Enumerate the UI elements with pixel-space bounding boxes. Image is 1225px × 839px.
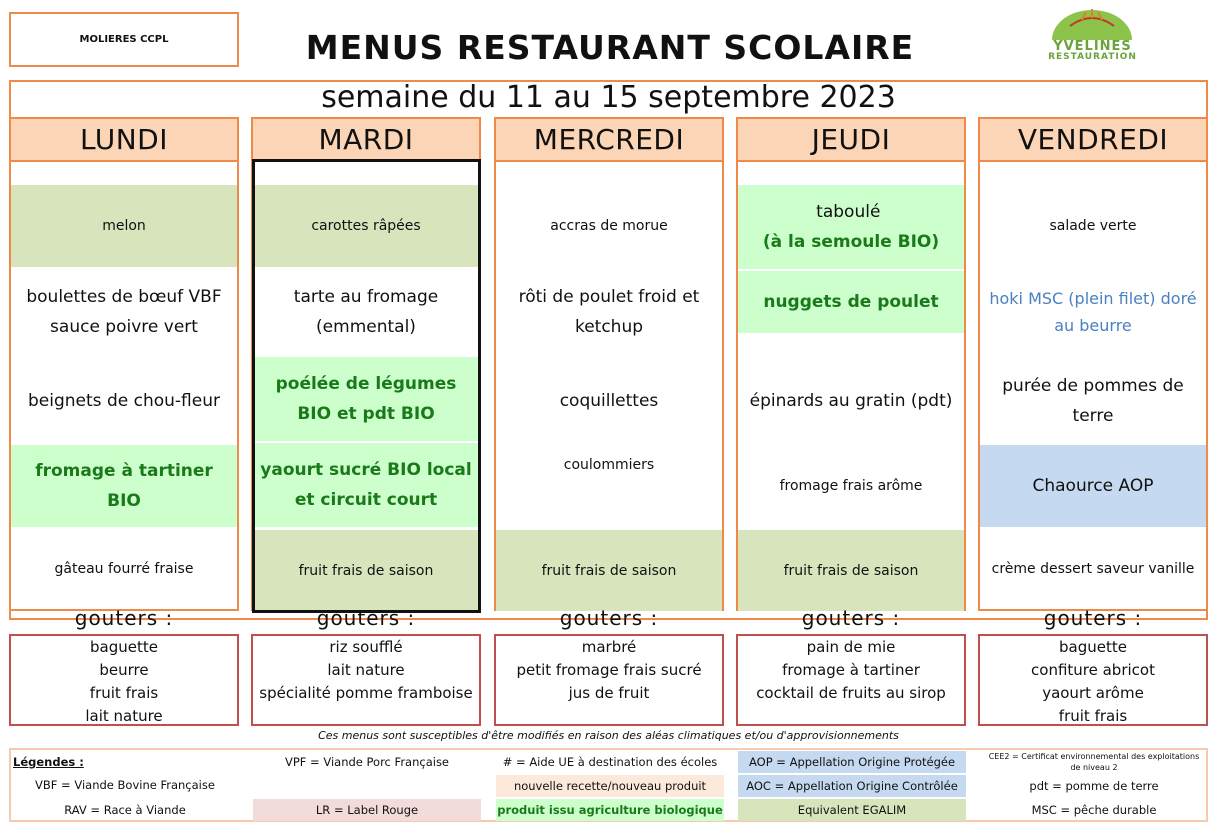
day-header: VENDREDI xyxy=(980,119,1206,162)
gouter-item: yaourt arôme xyxy=(1042,684,1144,702)
gouter-box-lundi xyxy=(9,634,239,726)
menu-dessert: fruit frais de saison xyxy=(253,530,479,611)
day-column-mardi xyxy=(251,117,481,611)
day-column-lundi xyxy=(9,117,239,611)
menu-fromage: Chaource AOP xyxy=(980,445,1206,527)
legend-box xyxy=(9,748,1208,822)
menu-entree: carottes râpées xyxy=(253,185,479,267)
menu-dessert: fruit frais de saison xyxy=(496,530,722,611)
legend-nouvelle-recette: nouvelle recette/nouveau produit xyxy=(496,775,724,797)
legend-egalim: Equivalent EGALIM xyxy=(738,799,966,821)
day-header: MERCREDI xyxy=(496,119,722,162)
menu-fromage: fromage à tartiner BIO xyxy=(11,445,237,527)
menu-plat: boulettes de bœuf VBF sauce poivre vert xyxy=(26,287,222,337)
gouters-label: gouters : xyxy=(559,606,659,630)
gouter-item: lait nature xyxy=(85,707,163,725)
logo-text xyxy=(1030,40,1155,62)
menu-accompagnement: purée de pommes de terre xyxy=(1002,376,1184,426)
menu-accompagnement: coquillettes xyxy=(559,391,659,411)
day-column-mercredi xyxy=(494,117,724,611)
day-header: JEUDI xyxy=(738,119,964,162)
menu-entree xyxy=(738,185,964,269)
gouter-item: fruit frais xyxy=(1058,707,1128,725)
legend-aoc: AOC = Appellation Origine Contrôlée xyxy=(738,775,966,797)
gouter-item: confiture abricot xyxy=(1031,661,1155,679)
legend-pdt: pdt = pomme de terre xyxy=(1029,779,1159,793)
gouter-item: lait nature xyxy=(327,661,405,679)
week-title: semaine du 11 au 15 septembre 2023 xyxy=(321,80,896,115)
gouter-item: marbré xyxy=(581,638,637,656)
legend-bio: produit issu agriculture biologique xyxy=(496,799,724,821)
menu-entree: melon xyxy=(11,185,237,267)
gouter-box-jeudi xyxy=(736,634,966,726)
gouters-label: gouters : xyxy=(1043,606,1143,630)
menu-entree: accras de morue xyxy=(550,218,668,234)
school-name: MOLIERES CCPL xyxy=(79,34,169,45)
menu-fromage: fromage frais arôme xyxy=(779,478,923,494)
gouter-box-vendredi xyxy=(978,634,1208,726)
gouter-item: riz soufflé xyxy=(329,638,403,656)
menu-accompagnement: épinards au gratin (pdt) xyxy=(749,391,953,411)
gouter-item: baguette xyxy=(90,638,158,656)
menu-plat: tarte au fromage (emmental) xyxy=(293,287,439,337)
menu-fromage: yaourt sucré BIO local et circuit court xyxy=(253,443,479,527)
legend-rav: RAV = Race à Viande xyxy=(64,803,186,817)
day-header: MARDI xyxy=(253,119,479,162)
legend-cee2: CEE2 = Certificat environnemental des exploitations de niveau 2 xyxy=(988,752,1200,772)
menu-accompagnement: poélée de légumes BIO et pdt BIO xyxy=(253,357,479,441)
gouters-label: gouters : xyxy=(316,606,416,630)
day-column-vendredi xyxy=(978,117,1208,611)
gouter-item: spécialité pomme framboise xyxy=(259,684,473,702)
legend-label-rouge: LR = Label Rouge xyxy=(253,799,481,821)
gouter-item: beurre xyxy=(99,661,149,679)
gouter-box-mercredi xyxy=(494,634,724,726)
day-header: LUNDI xyxy=(11,119,237,162)
disclaimer: Ces menus sont susceptibles d'être modifiés en raison des aléas climatiques et/ou d'approvisionnements xyxy=(318,729,899,742)
menu-dessert: gâteau fourré fraise xyxy=(54,561,194,577)
gouter-item: baguette xyxy=(1059,638,1127,656)
gouter-item: cocktail de fruits au sirop xyxy=(756,684,946,702)
school-name-box xyxy=(9,12,239,67)
page-title: MENUS RESTAURANT SCOLAIRE xyxy=(305,28,915,67)
gouters-label: gouters : xyxy=(801,606,901,630)
menu-fromage: coulommiers xyxy=(563,457,655,473)
menu-accompagnement: beignets de chou-fleur xyxy=(28,391,220,411)
menu-plat: hoki MSC (plein filet) doré au beurre xyxy=(989,289,1197,335)
legend-aide-ue: # = Aide UE à destination des écoles xyxy=(502,755,718,769)
menu-entree-name: taboulé xyxy=(816,202,881,222)
day-column-jeudi xyxy=(736,117,966,611)
legend-vbf: VBF = Viande Bovine Française xyxy=(35,778,215,792)
logo-title: YVELINES xyxy=(1053,39,1132,54)
menu-plat: rôti de poulet froid et ketchup xyxy=(518,287,700,337)
gouter-item: petit fromage frais sucré xyxy=(516,661,702,679)
gouter-item: fromage à tartiner xyxy=(782,661,920,679)
menu-entree: salade verte xyxy=(1049,218,1137,234)
menu-dessert: fruit frais de saison xyxy=(738,530,964,611)
menu-entree-bio-note: (à la semoule BIO) xyxy=(762,232,940,252)
logo-subtitle: RESTAURATION xyxy=(1048,52,1137,62)
legend-msc: MSC = pêche durable xyxy=(1031,803,1157,817)
gouters-label: gouters : xyxy=(74,606,174,630)
legend-vpf: VPF = Viande Porc Française xyxy=(284,755,450,769)
menu-plat: nuggets de poulet xyxy=(738,271,964,333)
gouter-box-mardi xyxy=(251,634,481,726)
menu-dessert: crème dessert saveur vanille xyxy=(991,561,1195,577)
gouter-item: fruit frais xyxy=(89,684,159,702)
legend-aop: AOP = Appellation Origine Protégée xyxy=(738,751,966,773)
gouter-item: jus de fruit xyxy=(568,684,650,702)
legend-title: Légendes : xyxy=(13,755,84,769)
gouter-item: pain de mie xyxy=(806,638,896,656)
